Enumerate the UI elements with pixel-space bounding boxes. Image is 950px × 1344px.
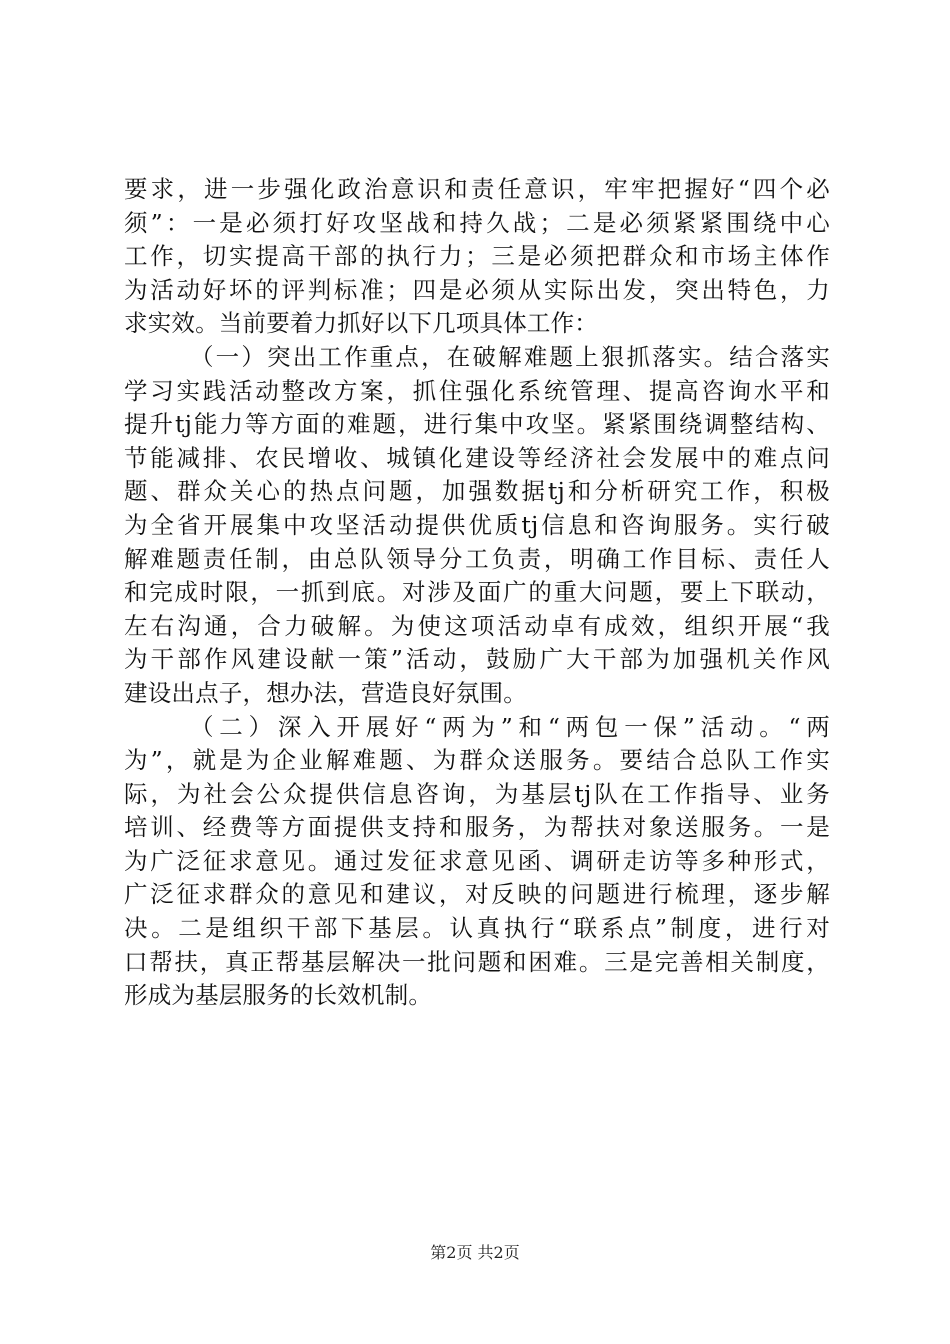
text-line: 节能减排、农民增收、城镇化建设等经济社会发展中的难点问: [124, 443, 830, 472]
text-line: 提升tj能力等方面的难题，进行集中攻坚。紧紧围绕调整结构、: [124, 410, 830, 439]
paragraph-3: [124, 711, 830, 1013]
text-line: 为全省开展集中攻坚活动提供优质tj信息和咨询服务。实行破: [124, 510, 830, 539]
text-line: 决。二是组织干部下基层。认真执行“联系点”制度，进行对: [124, 914, 830, 943]
text-line: 形成为基层服务的长效机制。: [124, 981, 433, 1010]
paragraph-1: [124, 173, 830, 341]
text-line: 和完成时限，一抓到底。对涉及面广的重大问题，要上下联动，: [124, 578, 830, 607]
text-line: 培训、经费等方面提供支持和服务，为帮扶对象送服务。一是: [124, 813, 830, 842]
text-line: 为活动好坏的评判标准；四是必须从实际出发，突出特色，力: [124, 275, 830, 304]
document-body: [124, 173, 830, 1013]
text-line: 为干部作风建设献一策”活动，鼓励广大干部为加强机关作风: [124, 645, 830, 674]
page-number: 第2页 共2页: [430, 1243, 520, 1262]
text-line: 建设出点子，想办法，营造良好氛围。: [124, 678, 527, 707]
text-line: 左右沟通，合力破解。为使这项活动卓有成效，组织开展“我: [124, 611, 830, 640]
text-line: 为广泛征求意见。通过发征求意见函、调研走访等多种形式，: [124, 846, 830, 875]
text-line: 工作，切实提高干部的执行力；三是必须把群众和市场主体作: [124, 242, 830, 271]
text-line: 要求，进一步强化政治意识和责任意识，牢牢把握好“四个必: [124, 175, 830, 203]
text-line: 口帮扶，真正帮基层解决一批问题和困难。三是完善相关制度，: [124, 947, 830, 976]
paragraph-2: [124, 341, 830, 711]
text-line: 际，为社会公众提供信息咨询，为基层tj队在工作指导、业务: [124, 779, 830, 808]
page-footer: [0, 1243, 950, 1263]
text-line: （一）突出工作重点，在破解难题上狠抓落实。结合落实: [190, 342, 830, 371]
text-line: 广泛征求群众的意见和建议，对反映的问题进行梳理，逐步解: [124, 880, 830, 909]
text-line: （二）深入开展好“两为”和“两包一保”活动。“两: [190, 712, 830, 741]
text-line: 为”，就是为企业解难题、为群众送服务。要结合总队工作实: [124, 746, 830, 775]
text-line: 题、群众关心的热点问题，加强数据tj和分析研究工作，积极: [124, 477, 830, 506]
text-line: 学习实践活动整改方案，抓住强化系统管理、提高咨询水平和: [124, 376, 830, 405]
text-line: 解难题责任制，由总队领导分工负责，明确工作目标、责任人: [124, 544, 830, 573]
text-line: 求实效。当前要着力抓好以下几项具体工作：: [124, 309, 598, 338]
text-line: 须”：一是必须打好攻坚战和持久战；二是必须紧紧围绕中心: [124, 208, 830, 237]
